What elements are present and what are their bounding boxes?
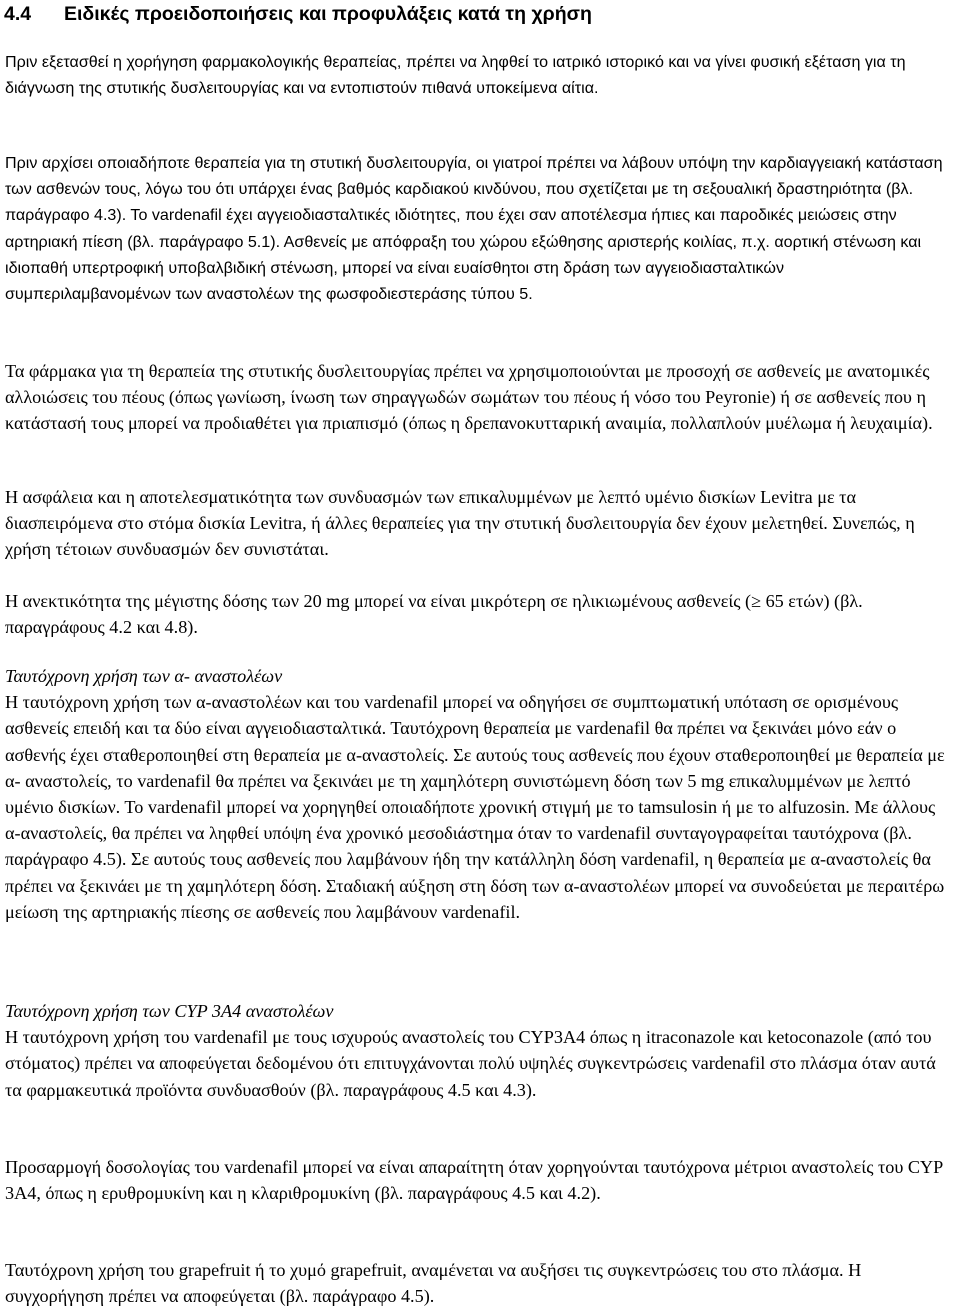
section-number: 4.4: [4, 3, 32, 25]
alpha-blockers-text: Η ταυτόχρονη χρήση των α-αναστολέων και του vardenafil μπορεί να οδηγήσει σε συμπτωματική υπόταση σε ορισμένους ασθενείς επειδή και τα δύο είναι αγγειοδιασταλτικά. Ταυτόχρονη θεραπεία με vardenafil θα πρέπει να ξεκινάει μόνο εάν ο ασθενής έχει σταθεροποιηθεί στη θεραπεία με α-αναστολείς. Σε αυτούς τους ασθενείς που έχουν σταθεροποιηθεί με θεραπεία με α- αναστολείς, το vardenafil θα πρέπει να ξεκινάει με τη χαμηλότερη συνιστώμενη δόση των 5 mg επικαλυμμένων με λεπτό υμένιο δισκίων. Το vardenafil μπορεί να χορηγηθεί οποιαδήποτε χρονική στιγμή με το tamsulosin ή με το alfuzosin. Με άλλους α-αναστολείς, θα πρέπει να ληφθεί υπόψη ένα χρονικό μεσοδιάστημα όταν το vardenafil συνταγογραφείται ταυτόχρονα (βλ. παράγραφο 4.5). Σε αυτούς τους ασθενείς που λαμβάνουν ήδη την κατάλληλη δόση vardenafil, η θεραπεία με α-αναστολείς θα πρέπει να ξεκινάει με τη χαμηλότερη δόση. Σταδιακή αύξηση στη δόση των α-αναστολέων μπορεί να συνοδεύεται με περαιτέρω μείωση της αρτηριακής πίεσης σε ασθενείς που λαμβάνουν vardenafil.: [5, 692, 945, 922]
cyp3a4-subheading: Ταυτόχρονη χρήση των CYP 3A4 αναστολέων: [5, 1001, 334, 1021]
paragraph-combination-safety: Η ασφάλεια και η αποτελεσματικότητα των συνδυασμών των επικαλυμμένων με λεπτό υμένιο δισκίων Levitra με τα διασπειρόμενα στο στόμα δισκία Levitra, ή άλλες θεραπείες για την στυτική δυσλειτουργία δεν έχουν μελετηθεί. Συνεπώς, η χρήση τέτοιων συνδυασμών δεν συνιστάται.: [5, 487, 915, 560]
cardiovascular-text: Πριν αρχίσει οποιαδήποτε θεραπεία για τη στυτική δυσλειτουργία, οι γιατροί πρέπει να λάβουν υπόψη την καρδιαγγειακή κατάσταση των ασθενών τους, λόγω του ότι υπάρχει ένας βαθμός καρδιακού κινδύνου, που σχετίζεται με τη σεξουαλική δραστηριότητα (βλ. παράγραφο 4.3).: [5, 154, 943, 225]
paragraph-dose-adjustment: Προσαρμογή δοσολογίας του vardenafil μπορεί να είναι απαραίτητη όταν χορηγούνται ταυτόχρονα μέτριοι αναστολείς του CYP 3A4, όπως η ερυθρομυκίνη και η κλαριθρομυκίνη (βλ. παραγράφους 4.5 και 4.2).: [5, 1157, 943, 1204]
cyp3a4-text: Η ταυτόχρονη χρήση του vardenafil με τους ισχυρούς αναστολείς του CYP3A4 όπως η itraconazole και ketoconazole (από του στόματος) πρέπει να αποφεύγεται δεδομένου ότι επιτυγχάνονται πολύ υψηλές συγκεντρώσεις vardenafil στο πλάσμα όταν αυτά τα φαρμακευτικά προϊόντα συνδυασθούν (βλ. παραγράφους 4.5 και 4.3).: [5, 1027, 936, 1100]
paragraph-cyp3a4: [5, 998, 953, 1103]
alpha-blockers-subheading: Ταυτόχρονη χρήση των α- αναστολέων: [5, 666, 283, 686]
paragraph-alpha-blockers: [5, 663, 953, 925]
paragraph-elderly-tolerance: Η ανεκτικότητα της μέγιστης δόσης των 20 mg μπορεί να είναι μικρότερη σε ηλικιωμένους ασθενείς (≥ 65 ετών) (βλ. παραγράφους 4.2 και 4.8).: [5, 591, 863, 638]
section-heading: [4, 0, 954, 28]
obstruction-text: Ασθενείς με απόφραξη του χώρου εξώθησης αριστερής κοιλίας, π.χ. αορτική στένωση και ιδιοπαθή υπερτροφική υποβαλβιδική στένωση, μπορεί να είναι ευαίσθητοι στη δράση των αγγειοδιασταλτικών συμπεριλαμβανομένων των αναστολέων της φωσφοδιεστεράσης τύπου 5.: [5, 232, 922, 304]
paragraph-grapefruit: Ταυτόχρονη χρήση του grapefruit ή το χυμό grapefruit, αναμένεται να αυξήσει τις συγκεντρώσεις του στο πλάσμα. Η συγχορήγηση πρέπει να αποφεύγεται (βλ. παράγραφο 4.5).: [5, 1260, 862, 1307]
paragraph-history: Πριν εξετασθεί η χορήγηση φαρμακολογικής θεραπείας, πρέπει να ληφθεί το ιατρικό ιστορικό και να γίνει φυσική εξέταση για τη διάγνωση της στυτικής δυσλειτουργίας και να εντοπιστούν πιθανά υποκείμενα αίτια.: [5, 53, 906, 98]
paragraph-cardiovascular: [5, 150, 953, 307]
paragraph-penile-deformation: Τα φάρμακα για τη θεραπεία της στυτικής δυσλειτουργίας πρέπει να χρησιμοποιούνται με προσοχή σε ασθενείς με ανατομικές αλλοιώσεις του πέους (όπως γωνίωση, ίνωση των σηραγγωδών σωμάτων του πέους ή νόσο του Peyronie) ή σε ασθενείς που η κατάστασή τους μπορεί να προδιαθέτει για πριαπισμό (όπως η δρεπανοκυτταρική αναιμία, πολλαπλούν μυέλωμα ή λευχαιμία).: [5, 361, 933, 434]
section-title: Ειδικές προειδοποιήσεις και προφυλάξεις κατά τη χρήση: [64, 3, 592, 25]
vasodilator-text: Το vardenafil έχει αγγειοδιασταλτικές ιδιότητες, που έχει σαν αποτέλεσμα ήπιες και παροδικές μειώσεις στην αρτηριακή πίεση (βλ. παράγραφο 5.1).: [5, 206, 897, 251]
